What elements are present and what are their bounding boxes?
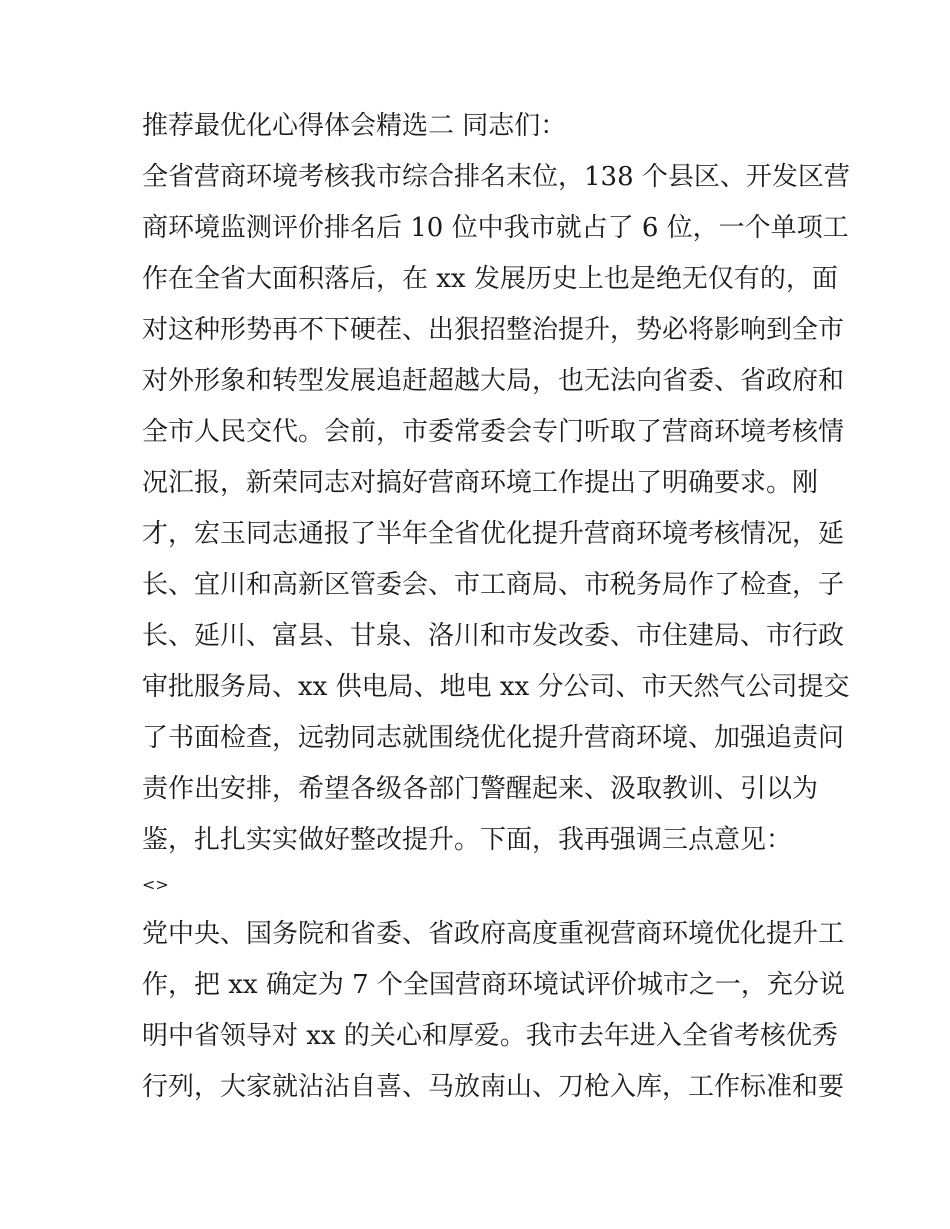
text-line-13: 了书面检查，远勃同志就围绕优化提升营商环境、加强追责问 bbox=[142, 723, 845, 753]
text-line-4: 作在全省大面积落后，在 xx 发展历史上也是绝无仅有的，面 bbox=[142, 264, 838, 294]
text-line-14: 责作出安排，希望各级各部门警醒起来、汲取教训、引以为 bbox=[142, 774, 819, 804]
text-line-3: 商环境监测评价排名后 10 位中我市就占了 6 位，一个单项工 bbox=[142, 213, 849, 243]
text-line-15: 鉴，扎扎实实做好整改提升。下面，我再强调三点意见： bbox=[142, 825, 793, 855]
text-line-5: 对这种形势再不下硬茬、出狠招整治提升，势必将影响到全市 bbox=[142, 315, 845, 345]
text-line-10: 长、宜川和高新区管委会、市工商局、市税务局作了检查，子 bbox=[142, 570, 845, 600]
text-line-6: 对外形象和转型发展追赶超越大局，也无法向省委、省政府和 bbox=[142, 366, 845, 396]
text-line-16: 党中央、国务院和省委、省政府高度重视营商环境优化提升工 bbox=[142, 919, 845, 949]
text-line-8: 况汇报，新荣同志对搞好营商环境工作提出了明确要求。刚 bbox=[142, 468, 819, 498]
text-line-1: 推荐最优化心得体会精选二 同志们： bbox=[142, 111, 567, 141]
text-line-17: 作，把 xx 确定为 7 个全国营商环境试评价城市之一，充分说 bbox=[142, 970, 845, 1000]
placeholder-marker: <> bbox=[142, 875, 169, 894]
text-line-18: 明中省领导对 xx 的关心和厚爱。我市去年进入全省考核优秀 bbox=[142, 1021, 838, 1051]
text-line-9: 才，宏玉同志通报了半年全省优化提升营商环境考核情况，延 bbox=[142, 519, 845, 549]
text-line-11: 长、延川、富县、甘泉、洛川和市发改委、市住建局、市行政 bbox=[142, 621, 845, 651]
text-line-2: 全省营商环境考核我市综合排名末位，138 个县区、开发区营 bbox=[142, 162, 850, 192]
text-line-7: 全市人民交代。会前，市委常委会专门听取了营商环境考核情 bbox=[142, 417, 845, 447]
text-line-19: 行列，大家就沾沾自喜、马放南山、刀枪入库，工作标准和要 bbox=[142, 1072, 845, 1102]
text-line-12: 审批服务局、xx 供电局、地电 xx 分公司、市天然气公司提交 bbox=[142, 672, 850, 702]
